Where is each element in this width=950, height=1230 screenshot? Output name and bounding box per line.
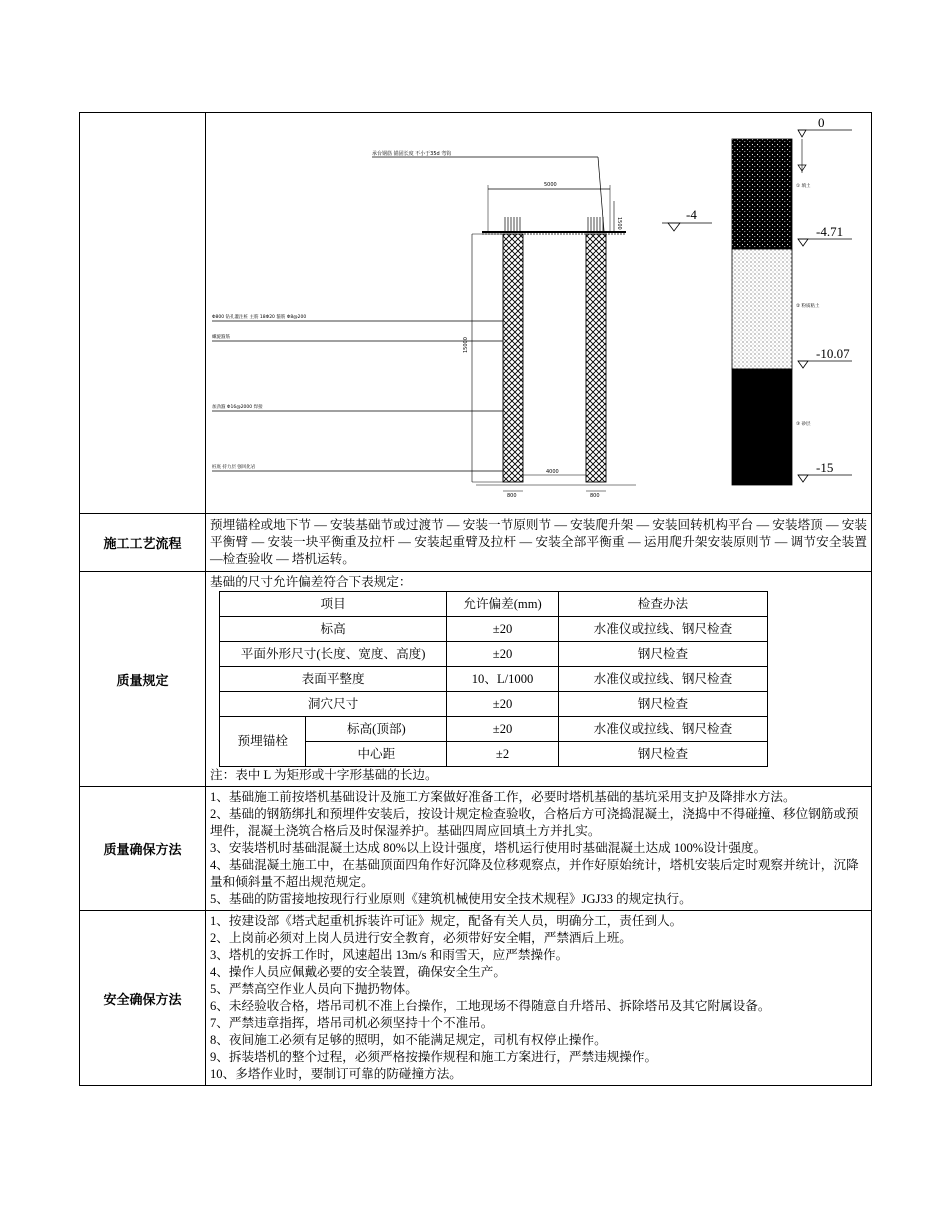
pile-foundation-drawing	[206, 113, 870, 513]
list-item: 5、严禁高空作业人员向下抛扔物体。	[210, 982, 418, 996]
callout-4: 桩底 持力层 强风化岩	[212, 465, 256, 470]
right-pile	[586, 234, 606, 482]
construction-spec-table	[79, 112, 872, 1086]
table-row	[220, 617, 768, 642]
quality-row	[80, 572, 872, 787]
callout-3: 加劲箍 Φ16@2000 焊接	[212, 405, 263, 410]
cell-method: 钢尺检查	[558, 742, 767, 767]
cell-tolerance: ±20	[447, 692, 559, 717]
dim-spacing: 4000	[546, 469, 559, 475]
cell-method: 水准仪或拉线、钢尺检查	[558, 717, 767, 742]
quality-content	[206, 572, 872, 787]
safety-row	[80, 911, 872, 1086]
foundation-drawing-cell	[206, 113, 872, 514]
safety-label: 安全确保方法	[80, 911, 206, 1086]
assurance-label: 质量确保方法	[80, 787, 206, 911]
table-row	[220, 667, 768, 692]
list-item: 5、基础的防雷接地按现行行业原则《建筑机械使用安全技术规程》JGJ33 的规定执行。	[210, 892, 692, 906]
level-0: 0	[818, 115, 825, 130]
callout-1: Φ800 钻孔灌注桩 主筋 18Φ20 箍筋 Φ8@200	[212, 315, 307, 320]
flow-text: 预埋锚栓或地下节 — 安装基础节或过渡节 — 安装一节原则节 — 安装爬升架 — 安装回转机构平台 — 安装塔顶 — 安装平衡臂 — 安装一块平衡重及拉杆 — 安装起重臂及拉杆 — 安装全部平衡重 — 运用爬升架安装原则节 — 调节安全装置—检查验收 — 塔机运转。	[206, 514, 872, 572]
table-row	[220, 642, 768, 667]
quality-note: 注：表中 L 为矩形或十字形基础的长边。	[210, 768, 438, 782]
soil-layer-1	[732, 139, 792, 249]
dim-pile-length: 15000	[463, 337, 469, 353]
flow-label: 施工工艺流程	[80, 514, 206, 572]
list-item: 1、基础施工前按塔机基础设计及施工方案做好准备工作，必要时塔机基础的基坑采用支护及降排水方法。	[210, 790, 796, 804]
cell-tolerance: ±20	[447, 642, 559, 667]
document-page	[79, 112, 871, 1086]
header-item: 项目	[220, 592, 447, 617]
drawing-row	[80, 113, 872, 514]
list-item: 9、拆装塔机的整个过程，必须严格按操作规程和施工方案进行，严禁违规操作。	[210, 1050, 658, 1064]
callout-2: 螺旋箍筋	[212, 335, 230, 340]
top-note-text: 承台钢筋 锚固长度 不小于35d 弯钩	[372, 151, 452, 157]
cell-group-label: 预埋锚栓	[220, 717, 306, 767]
cell-tolerance: 10、L/1000	[447, 667, 559, 692]
cell-method: 水准仪或拉线、钢尺检查	[558, 667, 767, 692]
soil-layer-2	[732, 249, 792, 369]
cell-item: 标高	[220, 617, 447, 642]
level-minus-4: -4	[686, 207, 697, 222]
table-row	[220, 717, 768, 742]
cell-item: 标高(顶部)	[306, 717, 447, 742]
soil-1-label: ① 填土	[796, 184, 811, 189]
list-item: 3、塔机的安拆工作时，风速超出 13m/s 和雨雪天，应严禁操作。	[210, 948, 569, 962]
tolerance-table	[219, 591, 768, 767]
dim-top-height: 1500	[616, 217, 622, 230]
header-method: 检查办法	[558, 592, 767, 617]
quality-label: 质量规定	[80, 572, 206, 787]
list-item: 2、基础的钢筋绑扎和预埋件安装后，按设计规定检查验收，合格后方可浇捣混凝土，浇捣中不得碰撞、移位钢筋或预埋件，混凝土浇筑合格后及时保湿养护。基础四周应回填土方并扎实。	[210, 807, 859, 838]
dim-bottom-left: 800	[507, 493, 517, 499]
cell-tolerance: ±20	[447, 717, 559, 742]
list-item: 3、安装塔机时基础混凝土达成 80%以上设计强度，塔机运行使用时基础混凝土达成 100%设计强度。	[210, 841, 767, 855]
soil-2-label: ② 粉质粘土	[796, 304, 820, 309]
cell-method: 水准仪或拉线、钢尺检查	[558, 617, 767, 642]
drawing-label-cell	[80, 113, 206, 514]
cell-item: 平面外形尺寸(长度、宽度、高度)	[220, 642, 447, 667]
cell-item: 洞穴尺寸	[220, 692, 447, 717]
list-item: 1、按建设部《塔式起重机拆装许可证》规定，配备有关人员，明确分工，责任到人。	[210, 914, 683, 928]
flow-row	[80, 514, 872, 572]
soil-layer-3	[732, 369, 792, 485]
safety-content	[206, 911, 872, 1086]
assurance-row	[80, 787, 872, 911]
cell-tolerance: ±2	[447, 742, 559, 767]
list-item: 8、夜间施工必须有足够的照明，如不能满足规定，司机有权停止操作。	[210, 1033, 607, 1047]
list-item: 2、上岗前必须对上岗人员进行安全教育，必须带好安全帽，严禁酒后上班。	[210, 931, 632, 945]
quality-intro: 基础的尺寸允许偏差符合下表规定：	[210, 575, 412, 589]
dim-bottom-right: 800	[590, 493, 600, 499]
cell-method: 钢尺检查	[558, 692, 767, 717]
list-item: 7、严禁违章指挥，塔吊司机必须坚持十个不准吊。	[210, 1016, 494, 1030]
tolerance-header-row	[220, 592, 768, 617]
list-item: 4、基础混凝土施工中，在基础顶面四角作好沉降及位移观察点，并作好原始统计，塔机安装后定时观察并统计，沉降量和倾斜量不超出规范规定。	[210, 858, 859, 889]
cell-item: 表面平整度	[220, 667, 447, 692]
cell-tolerance: ±20	[447, 617, 559, 642]
soil-3-label: ③ 砂层	[796, 422, 811, 427]
table-row	[220, 692, 768, 717]
left-pile	[503, 234, 523, 482]
rebar-tops	[505, 217, 603, 232]
dim-top-width: 5000	[544, 182, 557, 188]
assurance-content	[206, 787, 872, 911]
level-minus-15: -15	[816, 460, 834, 475]
cell-method: 钢尺检查	[558, 642, 767, 667]
level-minus-4-71: -4.71	[816, 224, 844, 239]
cell-item: 中心距	[306, 742, 447, 767]
list-item: 4、操作人员应佩戴必要的安全装置，确保安全生产。	[210, 965, 506, 979]
header-tolerance: 允许偏差(mm)	[447, 592, 559, 617]
list-item: 6、未经验收合格，塔吊司机不准上台操作，工地现场不得随意自升塔吊、拆除塔吊及其它附属设备。	[210, 999, 771, 1013]
level-minus-10-07: -10.07	[816, 346, 850, 361]
list-item: 10、多塔作业时，要制订可靠的防碰撞方法。	[210, 1067, 462, 1081]
